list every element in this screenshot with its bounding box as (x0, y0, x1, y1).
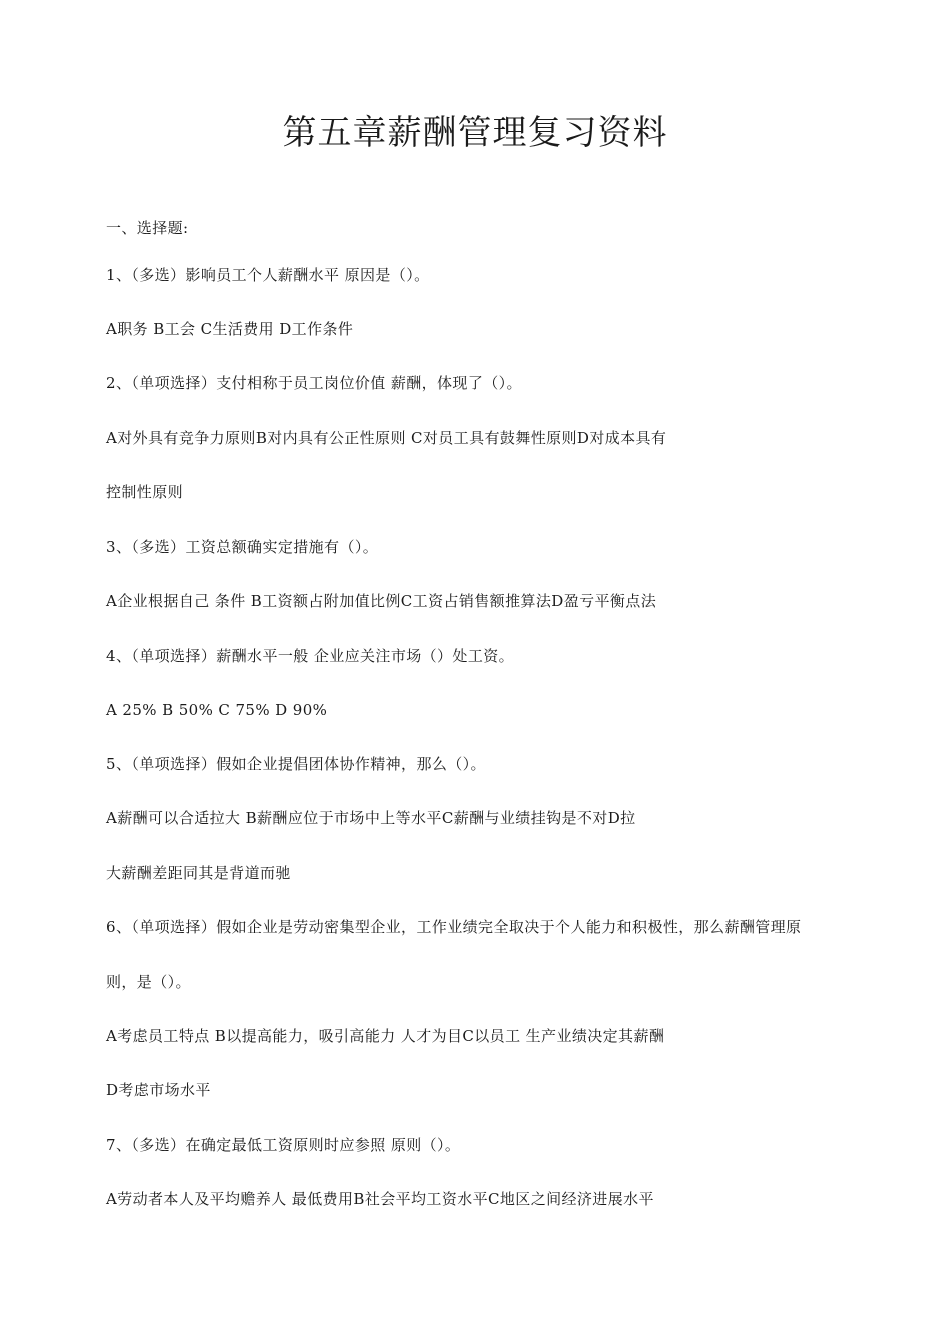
question-1: 1、（多选）影响员工个人薪酬水平 原因是（）。 (106, 266, 430, 284)
question-6-options-cont: D考虑市场水平 (106, 1081, 211, 1099)
question-3: 3、（多选）工资总额确实定措施有（）。 (106, 538, 379, 556)
question-2-options-cont: 控制性原则 (106, 483, 184, 501)
question-7-options: A劳动者本人及平均赡养人 最低费用B社会平均工资水平C地区之间经济进展水平 (106, 1190, 654, 1208)
question-5: 5、（单项选择）假如企业提倡团体协作精神，那么（）。 (106, 755, 486, 773)
question-2-options: A对外具有竞争力原则B对内具有公正性原则 C对员工具有鼓舞性原则D对成本具有 (106, 429, 667, 447)
question-6: 6、（单项选择）假如企业是劳动密集型企业，工作业绩完全取决于个人能力和积极性，那么薪酬管理原 (106, 918, 802, 936)
question-3-options: A企业根据自己 条件 B工资额占附加值比例C工资占销售额推算法D盈亏平衡点法 (106, 592, 657, 610)
section-heading: 一、选择题: (106, 219, 189, 237)
question-7: 7、（多选）在确定最低工资原则时应参照 原则（）。 (106, 1136, 461, 1154)
question-1-options: A职务 B工会 C生活费用 D工作条件 (106, 320, 354, 338)
question-4: 4、（单项选择）薪酬水平一般 企业应关注市场（）处工资。 (106, 647, 515, 665)
question-6-options: A考虑员工特点 B以提高能力，吸引高能力 人才为目C以员工 生产业绩决定其薪酬 (106, 1027, 665, 1045)
document-title: 第五章薪酬管理复习资料 (282, 113, 668, 153)
question-5-options: A薪酬可以合适拉大 B薪酬应位于市场中上等水平C薪酬与业绩挂钩是不对D拉 (106, 809, 636, 827)
question-6-cont: 则，是（）。 (106, 973, 191, 991)
question-2: 2、（单项选择）支付相称于员工岗位价值 薪酬，体现了（）。 (106, 374, 522, 392)
question-5-options-cont: 大薪酬差距同其是背道而驰 (106, 864, 291, 882)
question-4-options: A 25% B 50% C 75% D 90% (106, 701, 328, 719)
